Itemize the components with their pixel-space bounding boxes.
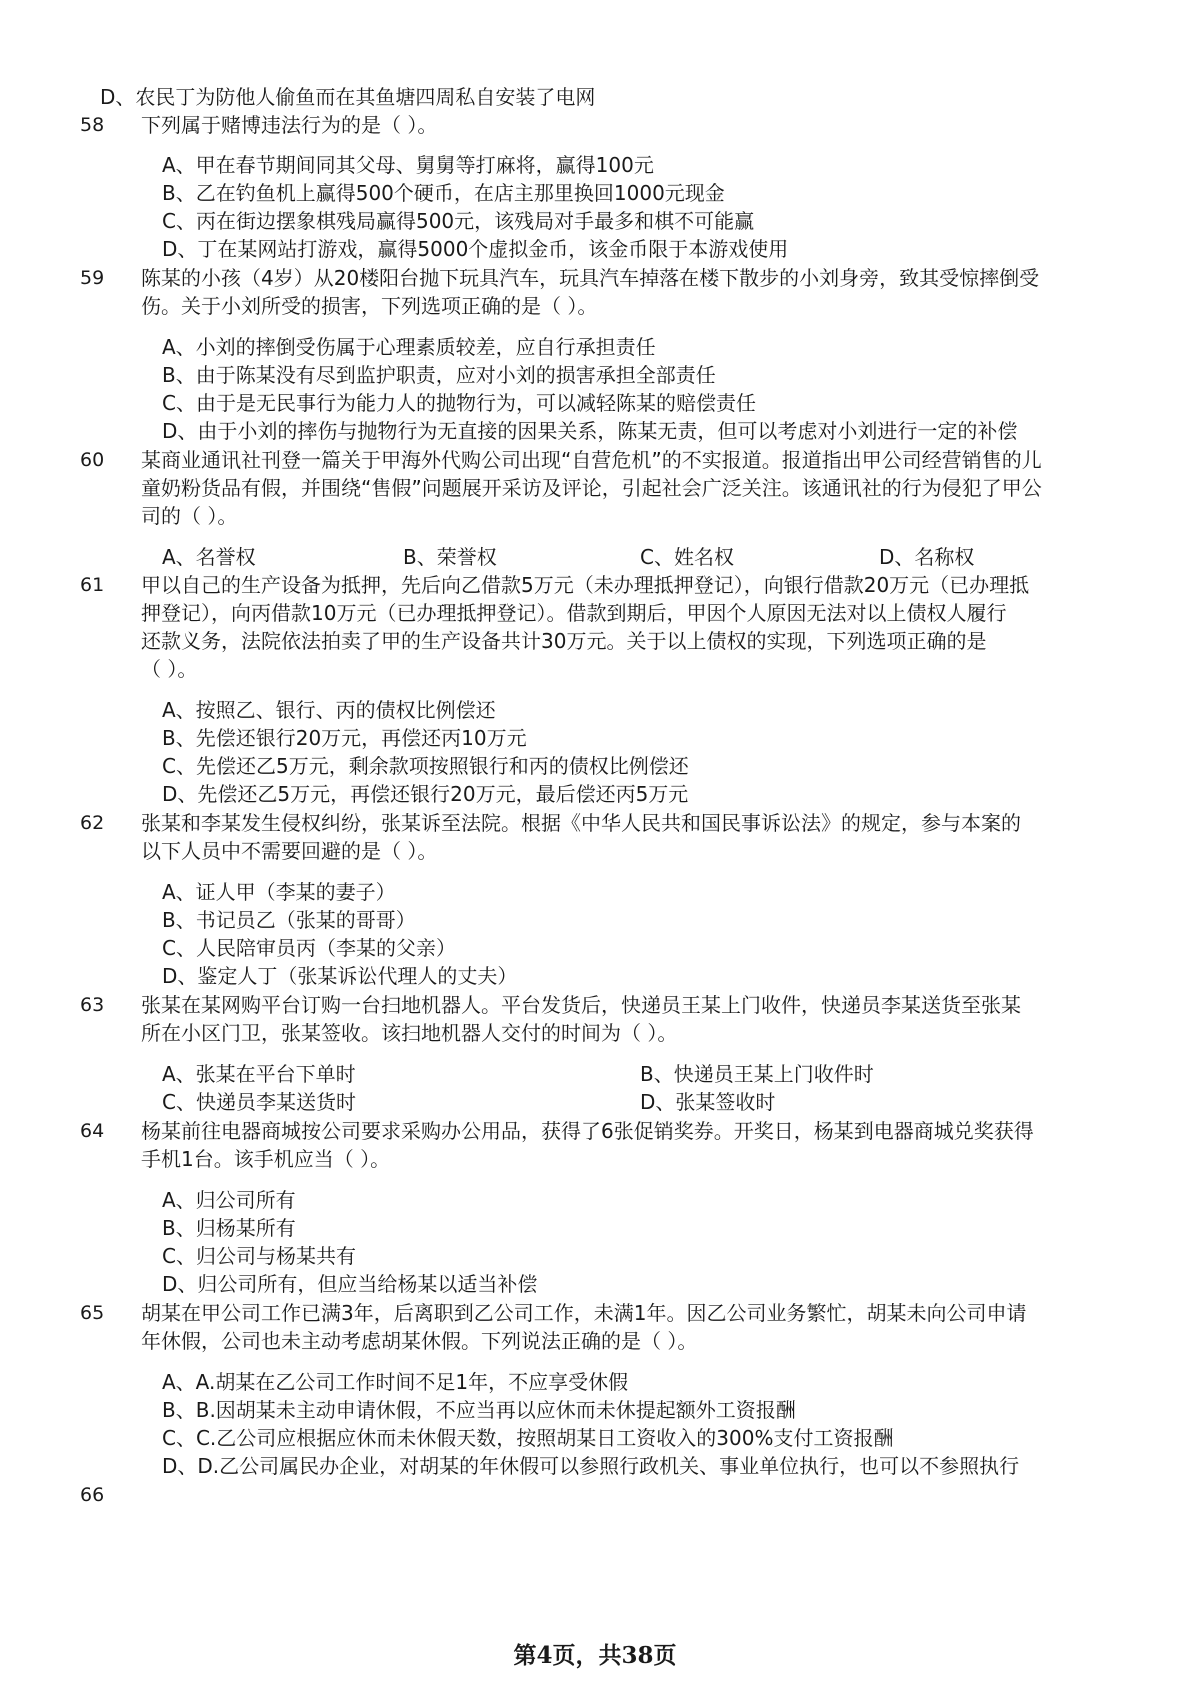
option-c: C、人民陪审员丙（李某的父亲） — [162, 936, 456, 960]
question-number: 65 — [80, 1302, 105, 1324]
option-b: B、归杨某所有 — [162, 1216, 296, 1240]
option-d: D、名称权 — [879, 545, 975, 569]
question-number: 58 — [80, 114, 105, 136]
option-b: B、由于陈某没有尽到监护职责，应对小刘的损害承担全部责任 — [162, 363, 716, 387]
option-a: A、张某在平台下单时 — [162, 1062, 356, 1086]
option-b: B、先偿还银行20万元，再偿还丙10万元 — [162, 726, 527, 750]
option-c: C、C.乙公司应根据应休而未休假天数，按照胡某日工资收入的300%支付工资报酬 — [162, 1426, 894, 1450]
option-a: A、归公司所有 — [162, 1188, 296, 1212]
option-a: A、小刘的摔倒受伤属于心理素质较差，应自行承担责任 — [162, 335, 656, 359]
option-d: D、归公司所有，但应当给杨某以适当补偿 — [162, 1272, 538, 1296]
question-number: 62 — [80, 812, 105, 834]
question-stem: 甲以自己的生产设备为抵押，先后向乙借款5万元（未办理抵押登记），向银行借款20万元（已办理抵 — [141, 573, 1030, 597]
question-stem: 陈某的小孩（4岁）从20楼阳台抛下玩具汽车，玩具汽车掉落在楼下散步的小刘身旁，致其受惊摔倒受 — [141, 266, 1040, 290]
page-footer: 第4页，共38页 — [513, 1642, 677, 1669]
continued-option-d: D、农民丁为防他人偷鱼而在其鱼塘四周私自安装了电网 — [100, 85, 596, 109]
question-stem: 某商业通讯社刊登一篇关于甲海外代购公司出现“自营危机”的不实报道。报道指出甲公司经营销售的儿 — [141, 448, 1042, 472]
question-stem: 年休假，公司也未主动考虑胡某休假。下列说法正确的是（ ）。 — [141, 1329, 698, 1353]
question-stem: 押登记），向丙借款10万元（已办理抵押登记）。借款到期后，甲因个人原因无法对以上债权人履行 — [141, 601, 1007, 625]
option-c: C、姓名权 — [640, 545, 734, 569]
option-a: A、名誉权 — [162, 545, 256, 569]
option-d: D、由于小刘的摔伤与抛物行为无直接的因果关系，陈某无责，但可以考虑对小刘进行一定的补偿 — [162, 419, 1018, 443]
question-stem: 张某在某网购平台订购一台扫地机器人。平台发货后，快递员王某上门收件，快递员李某送货至张某 — [141, 993, 1021, 1017]
option-a: A、证人甲（李某的妻子） — [162, 880, 396, 904]
question-number: 60 — [80, 449, 105, 471]
question-stem: 手机1台。该手机应当（ ）。 — [141, 1147, 391, 1171]
option-b: B、B.因胡某未主动申请休假，不应当再以应休而未休提起额外工资报酬 — [162, 1398, 796, 1422]
question-stem: 胡某在甲公司工作已满3年，后离职到乙公司工作，未满1年。因乙公司业务繁忙，胡某未向公司申请 — [141, 1301, 1027, 1325]
question-stem: 还款义务，法院依法拍卖了甲的生产设备共计30万元。关于以上债权的实现，下列选项正确的是 — [141, 629, 987, 653]
question-stem: 所在小区门卫，张某签收。该扫地机器人交付的时间为（ ）。 — [141, 1021, 678, 1045]
option-b: B、乙在钓鱼机上赢得500个硬币，在店主那里换回1000元现金 — [162, 181, 725, 205]
question-stem: 杨某前往电器商城按公司要求采购办公用品，获得了6张促销奖券。开奖日，杨某到电器商城兑奖获得 — [141, 1119, 1034, 1143]
option-c: C、丙在街边摆象棋残局赢得500元，该残局对手最多和棋不可能赢 — [162, 209, 755, 233]
option-d: D、D.乙公司属民办企业，对胡某的年休假可以参照行政机关、事业单位执行，也可以不参照执行 — [162, 1454, 1020, 1478]
option-a: A、A.胡某在乙公司工作时间不足1年，不应享受休假 — [162, 1370, 629, 1394]
option-d: D、张某签收时 — [640, 1090, 776, 1114]
question-number: 61 — [80, 574, 105, 596]
question-stem: 伤。关于小刘所受的损害，下列选项正确的是（ ）。 — [141, 294, 598, 318]
option-d: D、先偿还乙5万元，再偿还银行20万元，最后偿还丙5万元 — [162, 782, 689, 806]
question-number: 66 — [80, 1484, 105, 1506]
question-number: 64 — [80, 1120, 105, 1142]
question-stem: 以下人员中不需要回避的是（ ）。 — [141, 839, 438, 863]
question-stem: 下列属于赌博违法行为的是（ ）。 — [141, 113, 438, 137]
option-b: B、书记员乙（张某的哥哥） — [162, 908, 416, 932]
option-c: C、先偿还乙5万元，剩余款项按照银行和丙的债权比例偿还 — [162, 754, 689, 778]
question-stem: 童奶粉货品有假，并围绕“售假”问题展开采访及评论，引起社会广泛关注。该通讯社的行为侵犯了甲公 — [141, 476, 1042, 500]
question-number: 59 — [80, 267, 105, 289]
option-b: B、荣誉权 — [403, 545, 497, 569]
option-c: C、由于是无民事行为能力人的抛物行为，可以减轻陈某的赔偿责任 — [162, 391, 756, 415]
option-c: C、快递员李某送货时 — [162, 1090, 356, 1114]
question-stem: （ ）。 — [141, 657, 198, 681]
option-a: A、甲在春节期间同其父母、舅舅等打麻将，赢得100元 — [162, 153, 654, 177]
option-d: D、丁在某网站打游戏，赢得5000个虚拟金币，该金币限于本游戏使用 — [162, 237, 789, 261]
question-number: 63 — [80, 994, 105, 1016]
option-b: B、快递员王某上门收件时 — [640, 1062, 874, 1086]
option-c: C、归公司与杨某共有 — [162, 1244, 356, 1268]
option-a: A、按照乙、银行、丙的债权比例偿还 — [162, 698, 496, 722]
option-d: D、鉴定人丁（张某诉讼代理人的丈夫） — [162, 964, 518, 988]
question-stem: 司的（ ）。 — [141, 504, 238, 528]
question-stem: 张某和李某发生侵权纠纷，张某诉至法院。根据《中华人民共和国民事诉讼法》的规定，参与本案的 — [141, 811, 1021, 835]
